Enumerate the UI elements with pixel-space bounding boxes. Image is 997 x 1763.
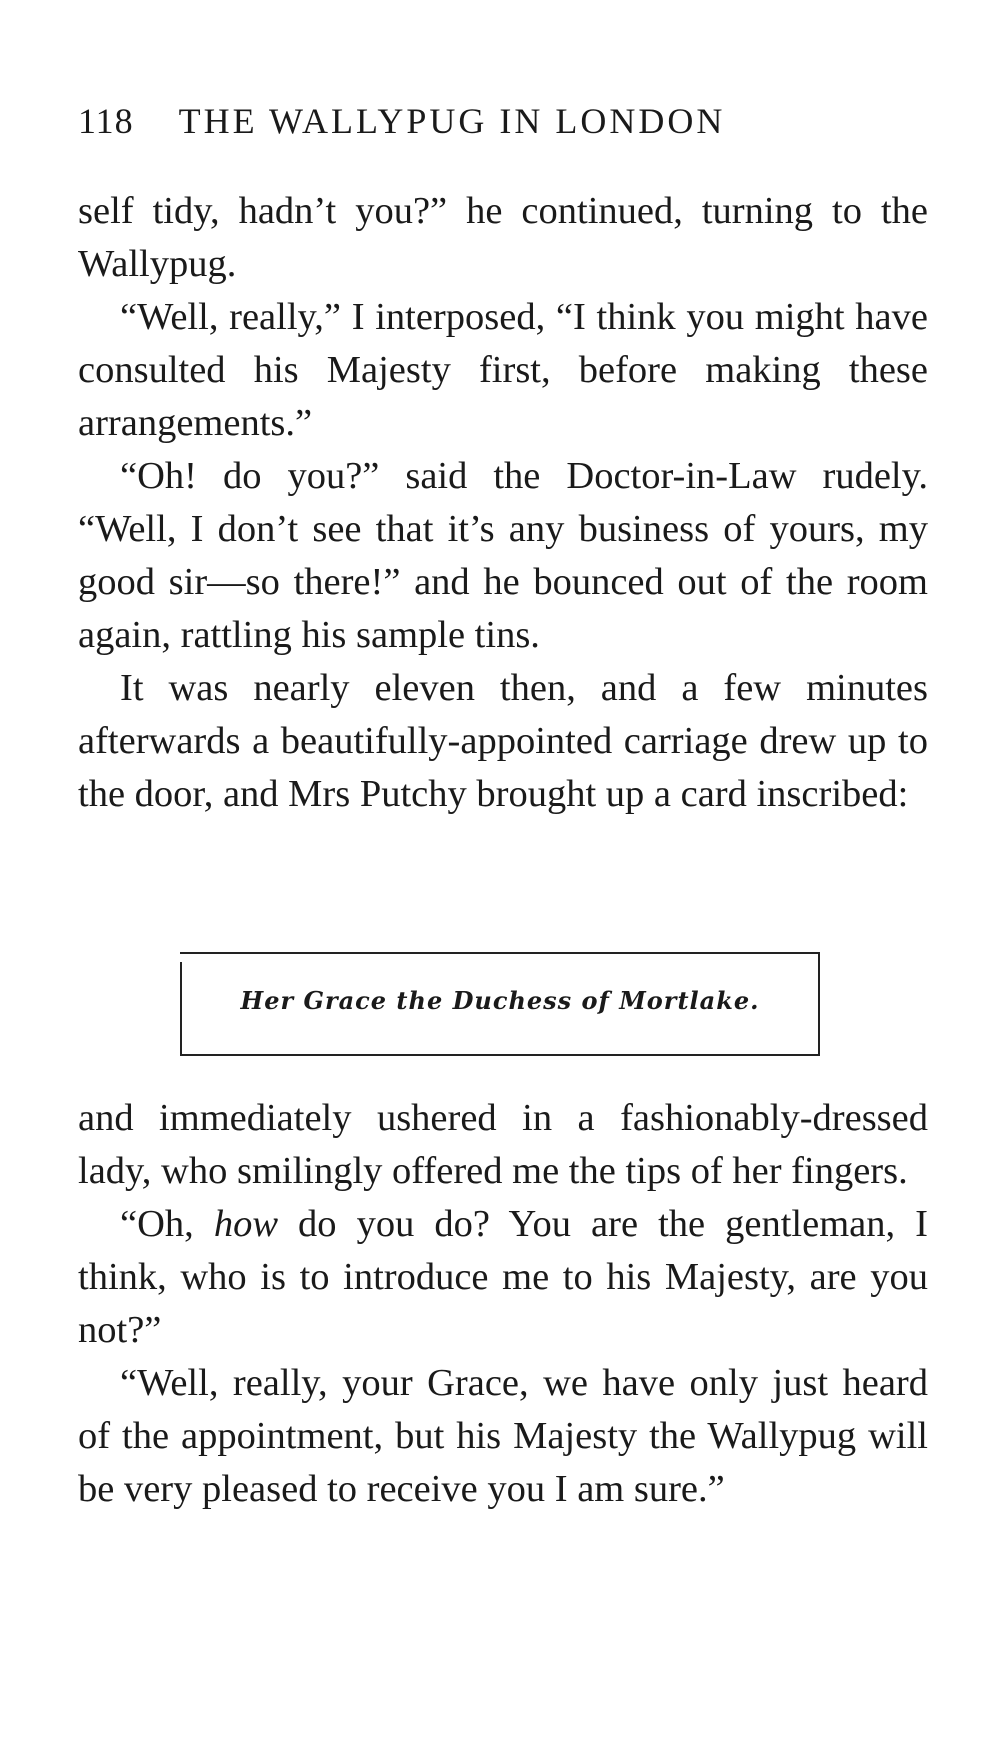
text-block-after-card <box>78 1092 928 1516</box>
page-number: 118 <box>78 101 134 141</box>
calling-card <box>180 952 820 1056</box>
paragraph: “Well, really, your Grace, we have only just heard of the appointment, but his Majesty the Wallypug will be very pleased to receive you I am sure.” <box>78 1362 928 1510</box>
paragraph: “Well, really,” I interposed, “I think you might have consulted his Majesty first, before making these arrangements.” <box>78 296 928 444</box>
card-inscription: Her Grace the Duchess of Mortlake. <box>240 986 760 1015</box>
emphasis-text: how <box>213 1203 278 1245</box>
paragraph-text: “Oh, <box>120 1203 214 1245</box>
paragraph: “Oh! do you?” said the Doctor-in-Law rudely. “Well, I don’t see that it’s any business of yours, my good sir—so there!” and he bounced out of the room again, rattling his sample tins. <box>78 455 928 656</box>
paragraph <box>78 1198 928 1357</box>
paragraph-continuation: self tidy, hadn’t you?” he continued, turning to the Wallypug. <box>78 190 928 285</box>
page-header <box>78 100 838 142</box>
running-title: THE WALLYPUG IN LONDON <box>178 101 726 141</box>
card-border-bottom <box>180 1054 820 1056</box>
paragraph-continuation: and immediately ushered in a fashionably-dressed lady, who smilingly offered me the tips of her fingers. <box>78 1097 928 1192</box>
card-border-top <box>180 952 820 954</box>
text-block-before-card <box>78 185 928 821</box>
paragraph-text: do you do? You are the gentleman, I think, who is to introduce me to his Majesty, are you not?” <box>78 1203 928 1351</box>
paragraph: It was nearly eleven then, and a few minutes afterwards a beautifully-appointed carriage drew up to the door, and Mrs Putchy brought up a card inscribed: <box>78 667 928 815</box>
